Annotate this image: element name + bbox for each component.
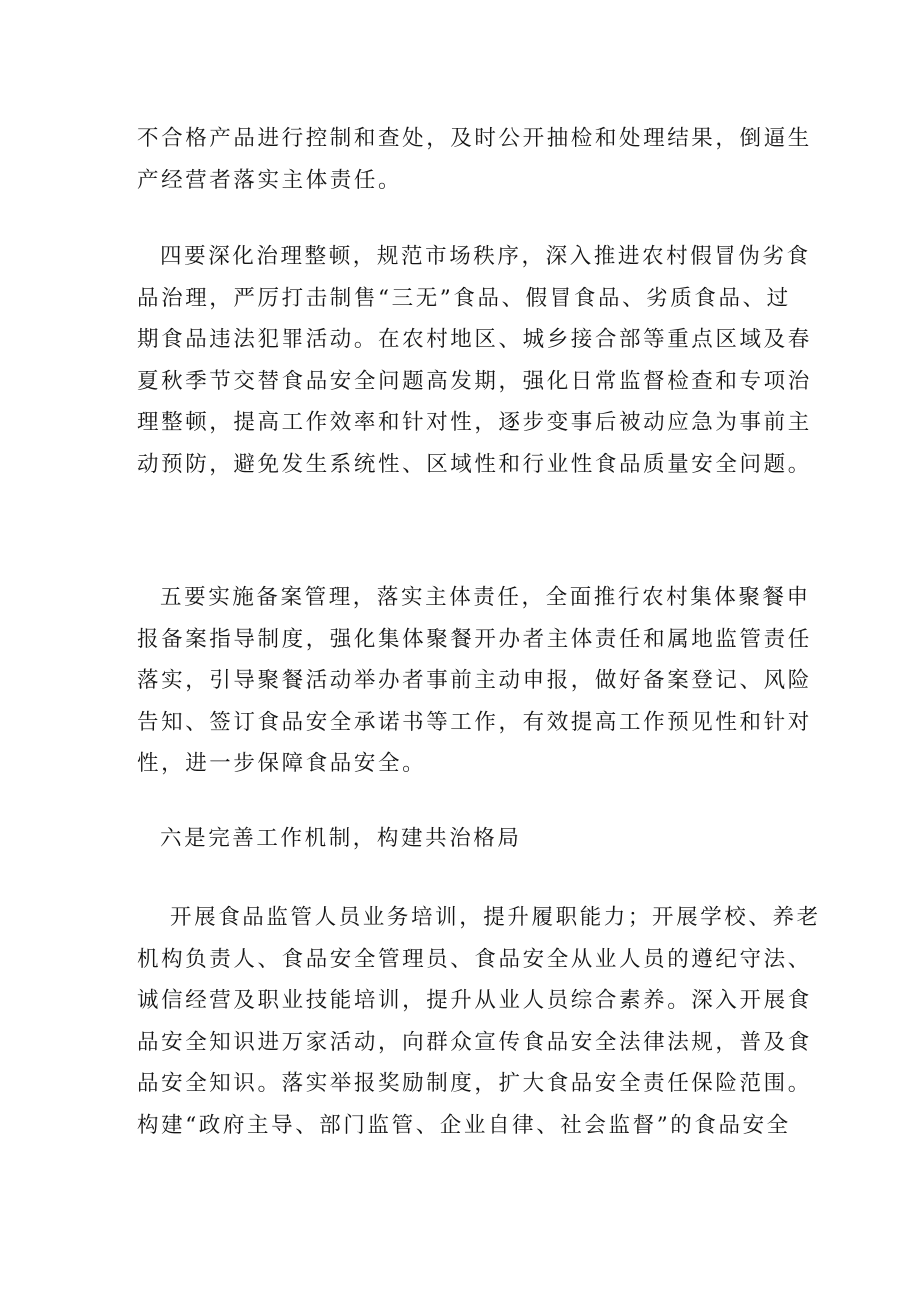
text-line: 开展食品监管人员业务培训，提升履职能力；开展学校、养老 <box>170 905 821 930</box>
text-line: 夏秋季节交替食品安全问题高发期，强化日常监督检查和专项治 <box>137 368 812 394</box>
text-line: 产经营者落实主体责任。 <box>137 167 403 193</box>
section-heading: 六是完善工作机制，构建共治格局 <box>160 826 522 851</box>
text-line: 品安全知识。落实举报奖励制度，扩大食品安全责任保险范围。 <box>137 1071 812 1096</box>
text-line: 理整顿，提高工作效率和针对性，逐步变事后被动应急为事前主 <box>137 410 812 435</box>
text-line: 诚信经营及职业技能培训，提升从业人员综合素养。深入开展食 <box>137 988 812 1013</box>
paragraph-four <box>137 236 812 485</box>
text-line: 报备案指导制度，强化集体聚餐开办者主体责任和属地监管责任 <box>137 626 812 652</box>
paragraph-five <box>137 577 812 785</box>
text-line: 品安全知识进万家活动，向群众宣传食品安全法律法规，普及食 <box>137 1029 812 1055</box>
text-line: 四要深化治理整顿，规范市场秩序，深入推进农村假冒伪劣食 <box>160 244 811 269</box>
text-line: 告知、签订食品安全承诺书等工作，有效提高工作预见性和针对 <box>137 709 812 735</box>
text-line: 品治理，严厉打击制售“三无”食品、假冒食品、劣质食品、过 <box>137 285 791 311</box>
text-line: 机构负责人、食品安全管理员、食品安全从业人员的遵纪守法、 <box>137 946 812 972</box>
paragraph-six-body <box>137 897 821 1146</box>
paragraph-continuation <box>137 118 812 201</box>
text-line: 期食品违法犯罪活动。在农村地区、城乡接合部等重点区域及春 <box>137 327 812 352</box>
text-line: 构建“政府主导、部门监管、企业自律、社会监督”的食品安全 <box>137 1112 791 1138</box>
text-line: 落实，引导聚餐活动举办者事前主动申报，做好备案登记、风险 <box>137 668 812 693</box>
text-line: 五要实施备案管理，落实主体责任，全面推行农村集体聚餐申 <box>160 585 811 610</box>
text-line: 性，进一步保障食品安全。 <box>137 751 427 776</box>
text-line: 不合格产品进行控制和查处，及时公开抽检和处理结果，倒逼生 <box>137 126 812 151</box>
text-line: 动预防，避免发生系统性、区域性和行业性食品质量安全问题。 <box>137 451 812 477</box>
